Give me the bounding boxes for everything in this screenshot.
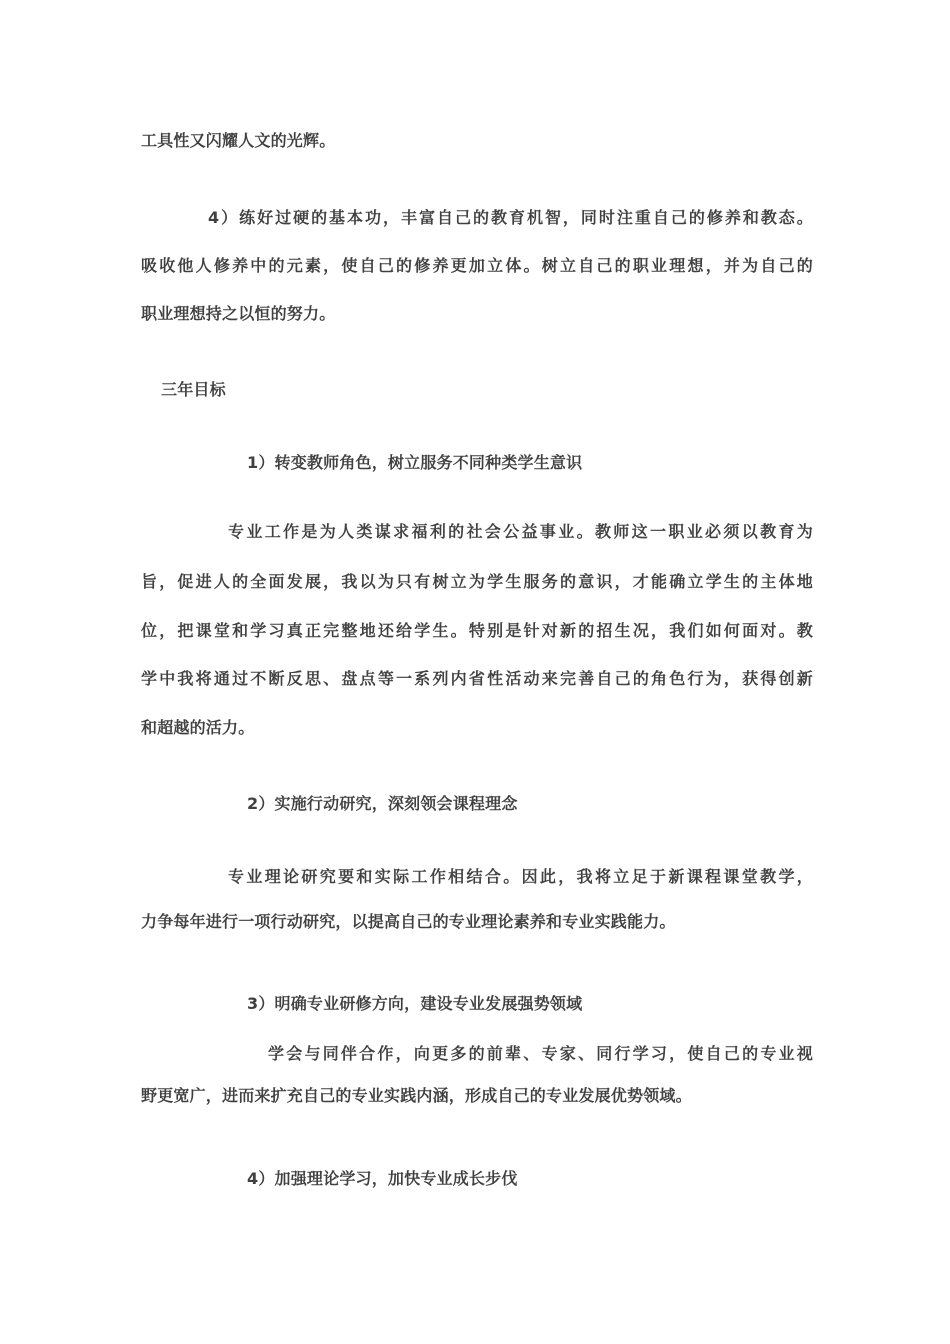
paragraph-line: 职业理想持之以恒的努力。 [141,304,336,323]
paragraph-line: 力争每年进行一项行动研究，以提高自己的专业理论素养和专业实践能力。 [141,912,676,931]
paragraph-line: 工具性又闪耀人文的光辉。 [141,131,336,150]
section-heading: 三年目标 [161,380,226,399]
paragraph-line: 位，把课堂和学习真正完整地还给学生。特别是针对新的招生况，我们如何面对。教 [141,621,813,640]
paragraph-line: 吸收他人修养中的元素，使自己的修养更加立体。树立自己的职业理想，并为自己的 [141,256,813,275]
subsection-title: 4）加强理论学习，加快专业成长步伐 [247,1169,518,1188]
subsection-title: 1）转变教师角色，树立服务不同种类学生意识 [247,453,583,472]
paragraph-line: 野更宽广，进而来扩充自己的专业实践内涵，形成自己的专业发展优势领域。 [141,1086,692,1105]
subsection-title: 3）明确专业研修方向，建设专业发展强势领域 [247,994,583,1013]
paragraph-line: 4）练好过硬的基本功，丰富自己的教育机智，同时注重自己的修养和教态。 [208,208,813,227]
subsection-title: 2）实施行动研究，深刻领会课程理念 [247,794,518,813]
paragraph-line: 专业理论研究要和实际工作相结合。因此，我将立足于新课程课堂教学， [228,867,813,886]
paragraph-line: 和超越的活力。 [141,718,255,737]
paragraph-line: 旨，促进人的全面发展，我以为只有树立为学生服务的意识，才能确立学生的主体地 [141,572,813,591]
paragraph-line: 专业工作是为人类谋求福利的社会公益事业。教师这一职业必须以教育为 [228,522,813,541]
paragraph-line: 学中我将通过不断反思、盘点等一系列内省性活动来完善自己的角色行为，获得创新 [141,669,813,688]
paragraph-line: 学会与同伴合作，向更多的前辈、专家、同行学习，使自己的专业视 [268,1044,813,1063]
